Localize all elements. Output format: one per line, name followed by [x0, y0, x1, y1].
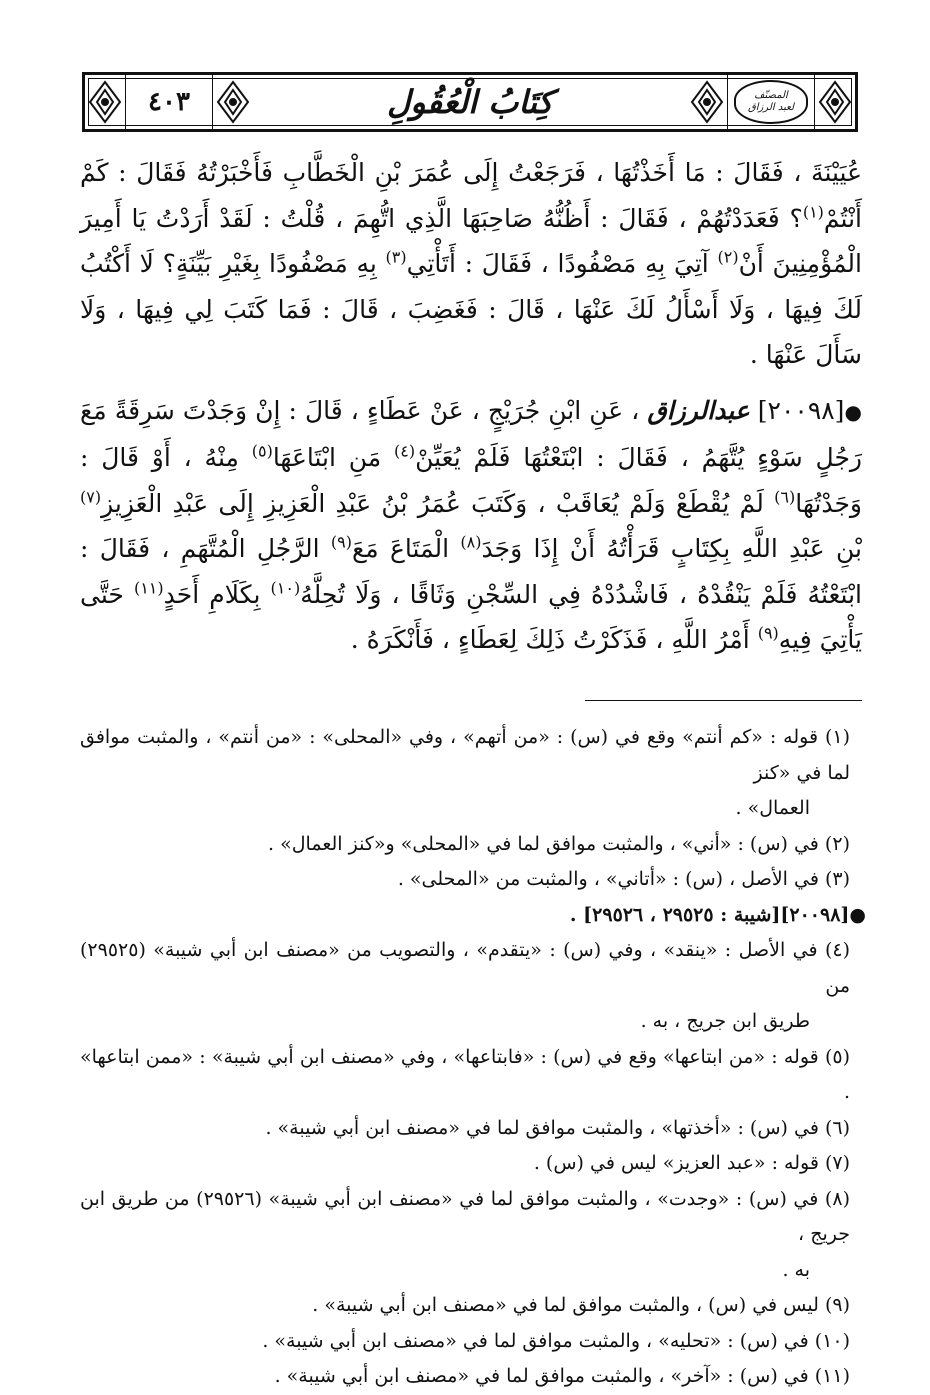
- footnote-1: (١) قوله : «كم أنتم» وقع في (س) : «من أتهم» ، وفي «المحلى» : «من أنتم» ، والمثبت موافق لما في «كنز: [80, 726, 850, 784]
- entry-number: [٢٠٠٩٨]: [757, 395, 845, 425]
- footnotes: [80, 720, 866, 1395]
- emblem-line-2: لعبد الرزاق: [747, 102, 795, 113]
- paragraph-continuation: [80, 150, 862, 378]
- footnote-marker: (١١): [133, 578, 164, 598]
- main-text: [80, 150, 862, 663]
- source-reference: ●[٢٠٠٩٨][شيبة : ٢٩٥٢٥ ، ٢٩٥٢٦] .: [569, 903, 866, 926]
- footnote-10: (١٠) في (س) : «تحليه» ، والمثبت موافق لما في «مصنف ابن أبي شيبة» .: [262, 1329, 850, 1352]
- footnote-marker: (٧): [80, 487, 102, 507]
- ornament-icon: [85, 75, 125, 129]
- footnote-separator: [585, 700, 862, 701]
- entry-bullet: ●: [844, 399, 862, 424]
- footnote-3: (٣) في الأصل ، (س) : «أتاني» ، والمثبت من «المحلى» .: [397, 868, 850, 890]
- footnote-marker: (٢): [717, 247, 739, 267]
- text-run: عُيَيْنَةَ ، فَقَالَ : مَا أَخَذْتُهَا ، فَرَجَعْتُ إِلَى عُمَرَ بْنِ الْخَطَّابِ فَأَخْبَرْتُهُ فَقَالَ : كَمْ أَنْتُمْ: [80, 158, 862, 233]
- text-run: مَنِ ابْتَاعَهَا: [272, 443, 382, 472]
- footnote-marker: (٨): [460, 532, 482, 552]
- text-run: الرَّجُلِ الْمُتَّهَمِ ، فَقَالَ : ابْتَعْتُهُ فَلَمْ يَنْقُدْهُ ، فَاشْدُدْهُ فِي السِّجْنِ وَثَاقًا ، وَلَا تُحِلَّهُ: [80, 534, 863, 609]
- footnote-marker: (١٠): [270, 578, 301, 598]
- text-run: آتِيَ بِهِ مَصْفُودًا ، فَقَالَ : أَتَأْتِي: [406, 249, 709, 278]
- page-number: ٤٠٣: [148, 87, 190, 117]
- footnote-marker: (٥): [251, 441, 273, 461]
- text-run: بْنِ عَبْدِ اللَّهِ بِكِتَابٍ قَرَأْتُهُ أَنْ إِذَا وَجَدَ: [481, 534, 862, 563]
- footnote-marker: (١): [802, 202, 824, 222]
- chapter-title: كِتَابُ الْعُقُولِ: [387, 83, 553, 121]
- text-run: بِهِ مَصْفُودًا بِغَيْرِ بَيِّنَةٍ؟ لَا أَكْتُبُ لَكَ فِيهَا ، وَلَا أَسْأَلُ لَكَ عَنْهَا ، قَالَ : فَغَضِبَ ، قَالَ : فَمَا كَتَبَ لِي فِيهَا ، وَلَا سَأَلَ عَنْهَا .: [80, 249, 862, 369]
- header-title-area: [253, 75, 687, 129]
- book-emblem: [734, 80, 808, 124]
- footnote-marker: (٤): [394, 441, 416, 461]
- footnote-2: (٢) في (س) : «أني» ، والمثبت موافق لما في «المحلى» و«كنز العمال» .: [268, 832, 850, 855]
- footnote-marker: (٩): [330, 532, 352, 552]
- footnote-4: (٤) في الأصل : «ينقد» ، وفي (س) : «يتقدم» ، والتصويب من «مصنف ابن أبي شيبة» (٢٩٥٢٥) من: [80, 939, 850, 997]
- footnote-8-cont: به .: [782, 1258, 810, 1281]
- text-run: ، عَنِ ابْنِ جُرَيْجٍ ، عَنْ عَطَاءٍ ، قَالَ : إِنْ وَجَدْتَ سَرِقَةً مَعَ رَجُلٍ سَوْءٍ يُتَّهَمُ ، فَقَالَ : ابْتَعْتُهَا فَلَمْ يُعَيِّنْ: [80, 395, 862, 472]
- footnote-7: (٧) قوله : «عبد العزيز» ليس في (س) .: [533, 1152, 850, 1174]
- entry-author: عبدالرزاق: [647, 395, 750, 425]
- emblem-box: [727, 75, 815, 129]
- footnote-11: (١١) في (س) : «آخر» ، والمثبت موافق لما في «مصنف ابن أبي شيبة» .: [274, 1365, 850, 1387]
- text-run: مِنْهُ ، أَوْ قَالَ : وَجَدْتُهَا: [80, 443, 862, 518]
- hadith-entry: [80, 388, 862, 663]
- footnote-6: (٦) في (س) : «أخذتها» ، والمثبت موافق لما في «مصنف ابن أبي شيبة» .: [265, 1116, 850, 1139]
- text-run: ؟ فَعَدَدْتُهُمْ ، فَقَالَ : أَظُنُّهُ صَاحِبَهَا الَّذِي اتُّهِمَ ، قُلْتُ : لَقَدْ أَرَدْتُ يَا أَمِيرَ الْمُؤْمِنِينَ أَنْ: [80, 203, 862, 278]
- footnote-marker: (٦): [774, 487, 796, 507]
- ornament-icon: [687, 75, 727, 129]
- footnote-4-cont: طريق ابن جريج ، به .: [640, 1010, 810, 1032]
- text-run: أَمْرُ اللَّهِ ، فَذَكَرْتُ ذَلِكَ لِعَطَاءٍ ، فَأَنْكَرَهُ .: [350, 625, 750, 654]
- text-run: حَتَّى يَأْتِيَ فِيهِ: [80, 579, 862, 654]
- footnote-marker: (٣): [385, 247, 407, 267]
- ornament-icon: [213, 75, 253, 129]
- emblem-line-1: المصنّف: [754, 90, 788, 101]
- text-run: لَمْ يُقْطَعْ وَلَمْ يُعَاقَبْ ، وَكَتَبَ عُمَرُ بْنُ عَبْدِ الْعَزِيزِ إِلَى عَبْدِ الْعَزِيزِ: [101, 488, 764, 518]
- ornament-icon: [815, 75, 855, 129]
- footnote-8: (٨) في (س) : «وجدت» ، والمثبت موافق لما في «مصنف ابن أبي شيبة» (٢٩٥٢٦) من طريق ابن جريج ،: [80, 1187, 850, 1245]
- text-run: الْمَتَاعَ مَعَ: [352, 534, 450, 563]
- footnote-marker: (٩): [757, 623, 779, 643]
- page-header: [82, 72, 858, 132]
- footnote-9: (٩) ليس في (س) ، والمثبت موافق لما في «مصنف ابن أبي شيبة» .: [312, 1294, 850, 1316]
- footnote-5: (٥) قوله : «من ابتاعها» وقع في (س) : «فابتاعها» ، وفي «مصنف ابن أبي شيبة» : «ممن ابتاعها» .: [80, 1045, 850, 1103]
- text-run: بِكَلَامِ أَحَدٍ: [163, 579, 261, 609]
- footnote-1-cont: العمال» .: [735, 797, 810, 819]
- page-number-box: [125, 75, 213, 129]
